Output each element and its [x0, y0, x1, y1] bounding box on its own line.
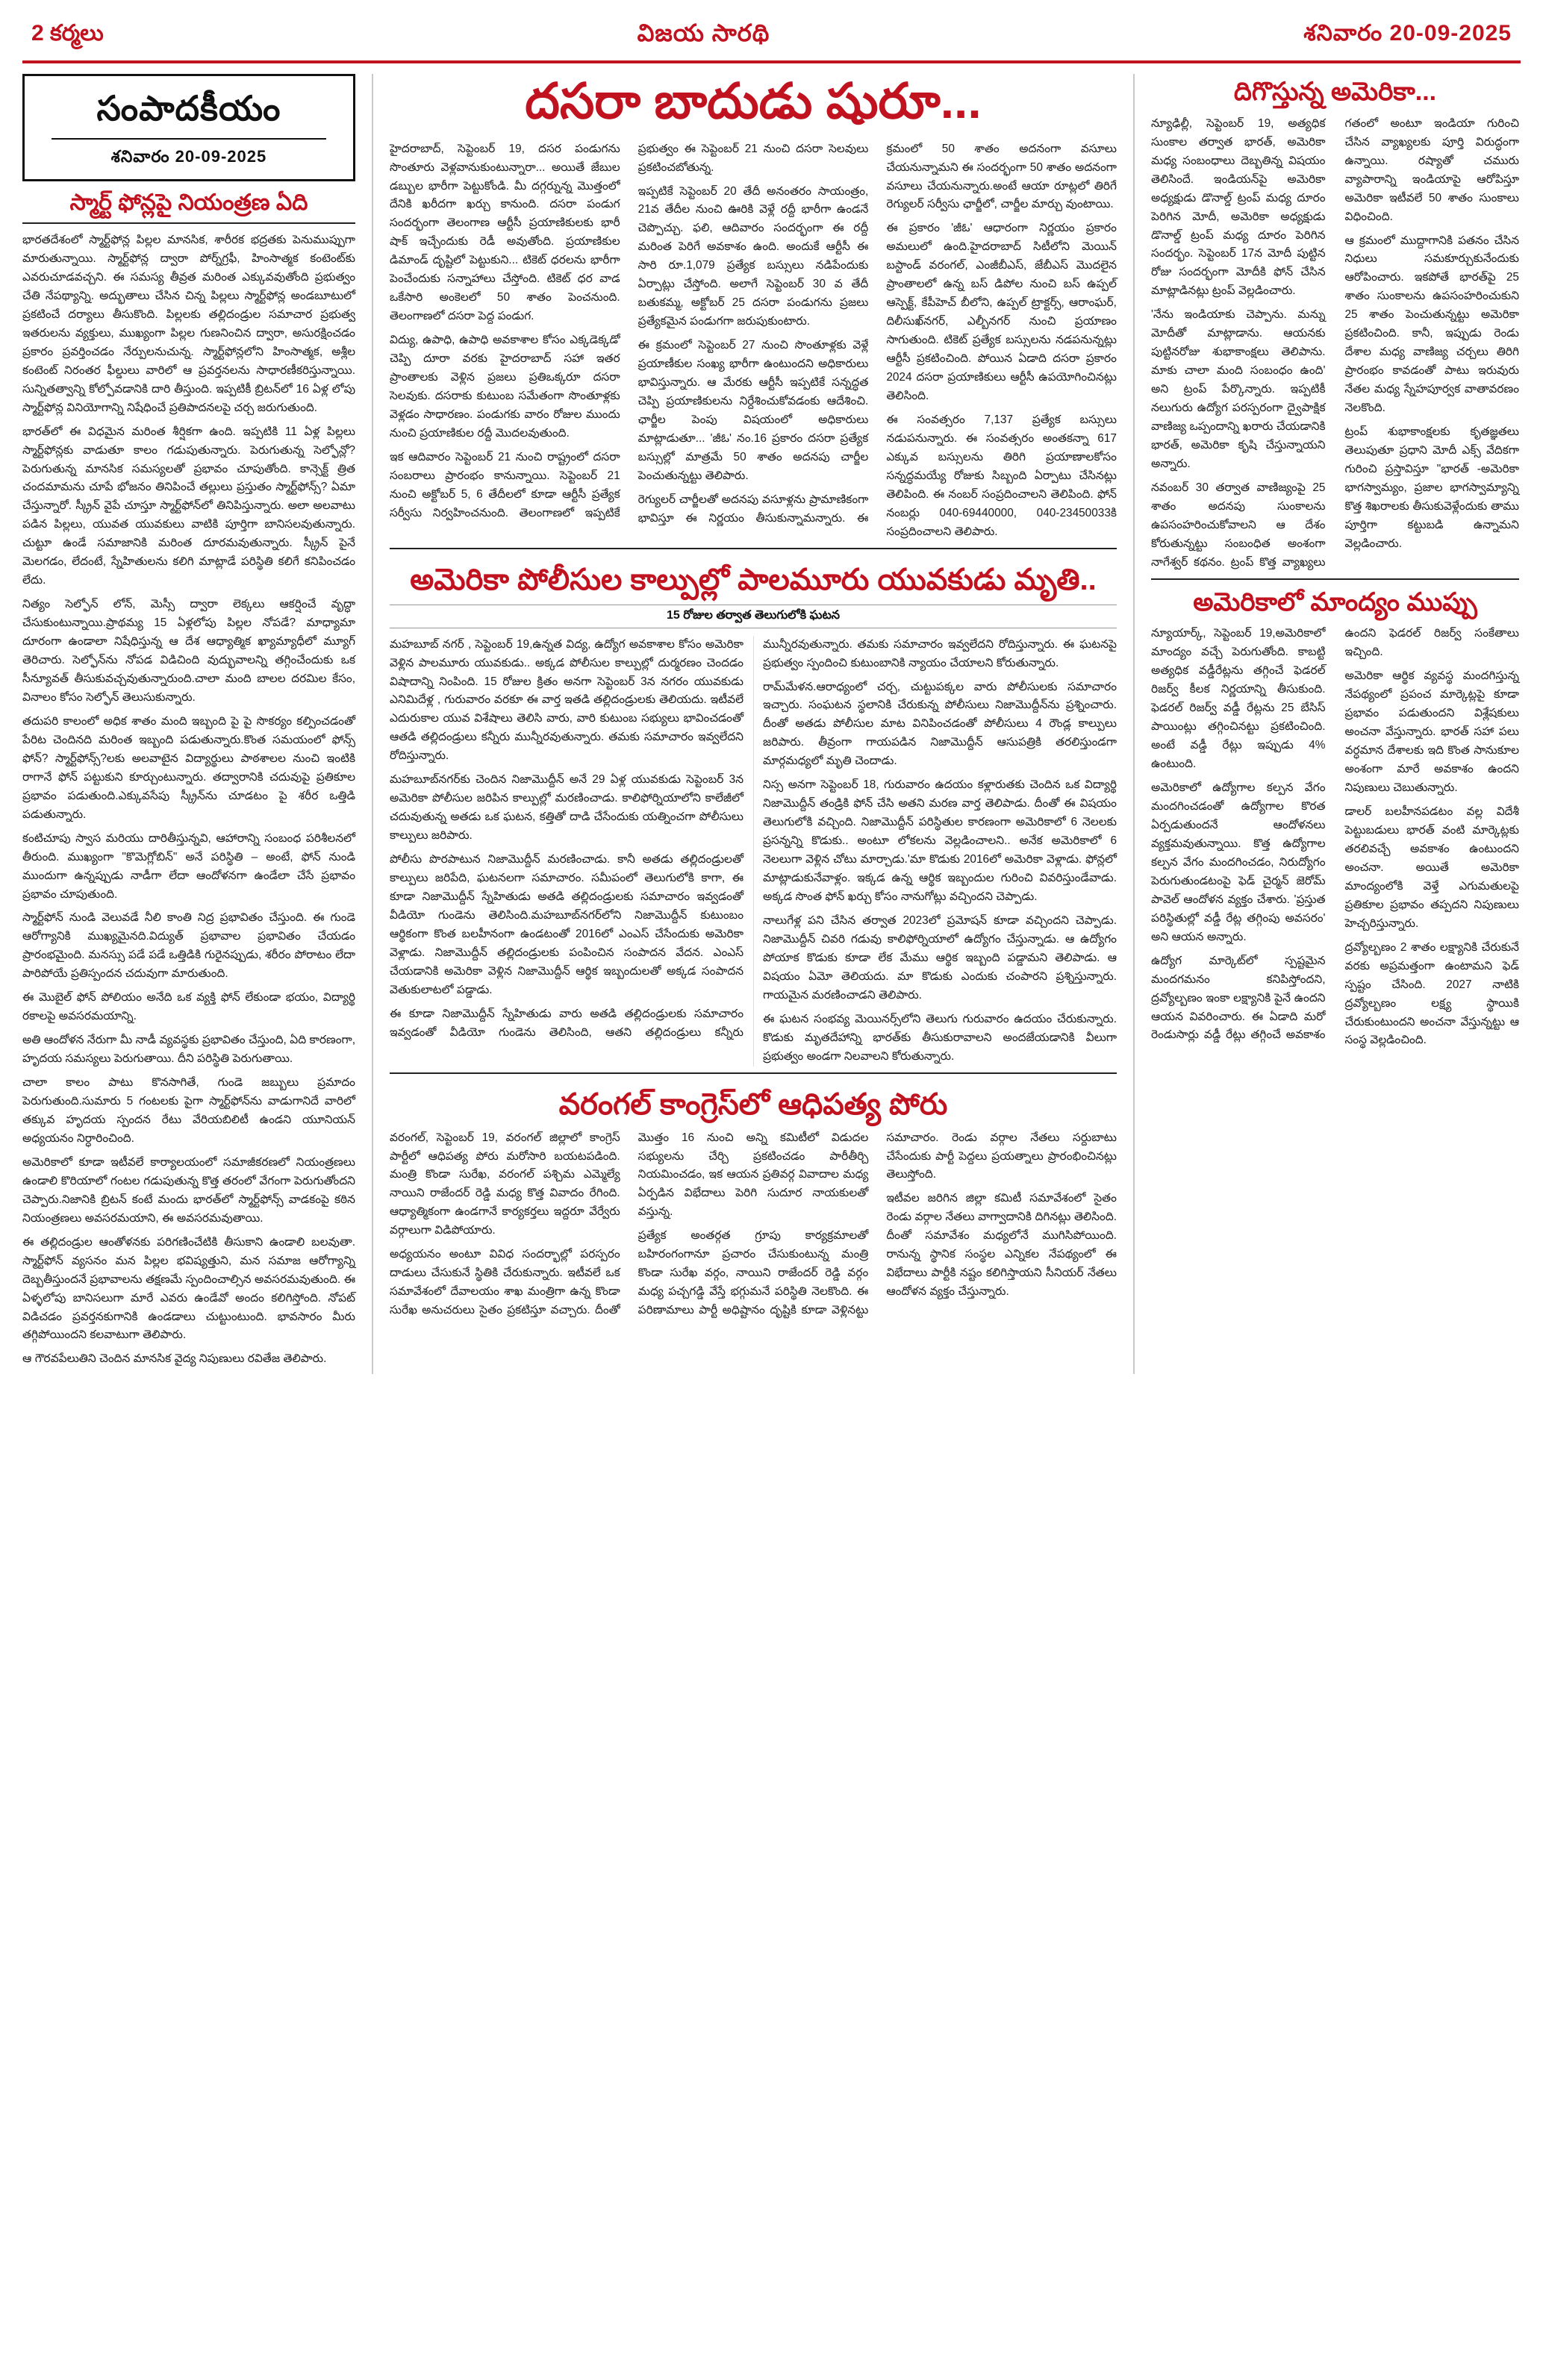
paragraph: ఈ మొబైల్ ఫోన్ పోలియం అనేది ఒక వ్యక్తి ఫోన్ లేకుండా భయం, విద్యార్థి రకాలపై అవసరమయాన్ని. [22, 991, 355, 1023]
paragraph: ఈ ఘటన సంభవ్య మెయినర్స్‌లోని తెలుగు గురువారం ఉదయం చేరుకున్నారు. కొడుకు మృతదేహాన్ని భారత్‌కు తీసుకురావాలని అందజేయడానికి వీలుగా ప్రభుత్వం అండగా నిలవాలని కోరుతున్నారు. [763, 1012, 1117, 1063]
column-middle [373, 74, 1135, 1374]
editorial-date: శనివారం 20-09-2025 [110, 146, 267, 166]
right-article2-headline: అమెరికాలో మాంద్యం ముప్పు [1193, 587, 1477, 616]
paragraph: అమెరికాలో కూడా ఇటీవలే కార్యాలయంలో సమాజీకరణలో నియంత్రణలు ఉండాలి కొరియాలో గంటల గడుపుతున్న కొత్త తరంలో వేగంగా పెరుగుతోందని చెప్పారు.నిజానికి బ్రిటన్ కంటే మందు భారత్‌లో స్మార్ట్‌ఫోన్స్ వాడకంపై కఠిన నియంత్రణలు అవసరమయాని, ఈ అవసరమవుతాయి. [22, 1155, 355, 1225]
paragraph: పోలీసు పొరపాటున నిజామొద్దీన్ మరణించాడు. కానీ అతడు తల్లిదండ్రులతో కాల్పులు జరిపేది, ఘటనలగా సమాచారం. సమీపంలో తెలుగులోకి కాగా, ఈ కూడా నిజామొద్దీన్ స్నేహితుడు అతడి తల్లిదండ్రులకు సమాచారం ఇవ్వడంతో వీడియో గుండెను తెలిసింది.మహబూబ్‌నగర్‌లోని నిజామొద్దీన్ కుటుంబం ఆర్థికంగా కొంత బలహీనంగా ఉండటంతో 2016లో ఎంఎస్ చేసేందుకు అమెరికా వెళ్లాడు. నిజామొద్దీన్ తల్లిదండ్రులకు పంపించిన సంపాదన వేదన. ఎంఎస్ చేయడానికి అమెరికా వెళ్లిన నిజామొద్దీన్ ఆర్థిక ఇబ్బందులతో అక్కడ సంపాదన వెతుకులాటలో పడ్డాడు. [390, 853, 744, 996]
paragraph: నిస్స అనగా సెప్టెంబర్ 18, గురువారం ఉదయం కళ్లారుతకు చెందిన ఒక విద్యార్థి నిజామొద్దీన్ తండ్రికి ఫోన్ చేసి అతని మరణ వార్త తెలిపాడు. దీంతో ఈ విషయం తెలుగులోకి వచ్చింది. నిజామొద్దీన్ పరిస్థితుల కారణంగా అమెరికాలో 6 నెలలకు ప్రసన్నన్ని కొడుకు.. అంటూ లోకలను వెల్లడించాలని.. అనేక అమెరికాలో 6 నెలలుగా వెళ్లిన చోటు మార్చాడు.'మా కొడుకు 2016లో అమెరికా వెళ్లాడు. ఫోన్లలో మాట్లాడుకునేవాళ్లం. ఇక్కడ ఉన్న ఆర్థిక ఇబ్బందుల గురించి వివరిస్తుండేవాడు. అక్కడ సొంత ఫోన్ ఖర్చు కోసం నానుగోట్లు వచ్చిందని చెప్పాడు. [763, 778, 1117, 903]
masthead [22, 19, 1521, 60]
paragraph: చాలా కాలం పాటు కొనసాగితే, గుండె జబ్బులు ప్రమాదం పెరుగుతుంది.సుమారు 5 గంటలకు పైగా స్మార్ట్‌ఫోన్‌ను వాడుగానిదే వారిలో తక్కువ హృదయ స్పందన రేటు వేరియబిలిటీ ఉండని యూనియన్ అధ్యయనం నిర్ధారించింది. [22, 1076, 355, 1145]
paragraph: ఆ గౌరవపేలుతిని చెందిన మానసిక వైద్య నిపుణులు రవితేజ తెలిపారు. [22, 1352, 327, 1366]
paragraph: డాలర్ బలహీనపడటం వల్ల విదేశీ పెట్టుబడులు భారత్ వంటి మార్కెట్లకు తరలివచ్చే అవకాశం ఉంటుందని అంచనా. అయితే అమెరికా మాంద్యంలోకి వెళ్తే ఎగుమతులపై ప్రతికూల ప్రభావం తప్పదని నిపుణులు హెచ్చరిస్తున్నారు. [1344, 805, 1519, 930]
main-headline: దసరా బాదుడు షురూ... [525, 73, 982, 128]
paragraph: విద్యు, ఉపాధి, ఉపాధి అవకాశాల కోసం ఎక్కడెక్కడో చెప్పి దూరా వరకు హైదరాబాద్ సహా ఇతర ప్రాంతాలకు వెళ్లిన ప్రజలు ప్రతిఒక్కరూ దసరా సెలవుకు. దసరాకు కుటుంబ సమేతంగా సొంతూళ్లకు వెళ్లడం సాధారణం. పండుగకు వారం రోజుల ముందు నుంచి ప్రయాణికుల రద్దీ మొదలవుతుంది. [390, 334, 620, 440]
left-article-body [22, 231, 355, 1369]
paragraph: అధ్యయనం అంటూ వివిధ సందర్భాల్లో పరస్పరం దాడులు చేసుకునే స్థితికి చేరుకున్నారు. ఇటీవలే ఒక సమావేశంలో దేవాలయం శాఖ మంత్రిగా ఉన్న కొండా సురేఖ అనుచరులు సైతం ప్రకటిస్తూ వచ్చారు. దీంతో మొత్తం 16 నుంచి అన్ని కమిటీలో విడుదల సభ్యులను చేర్చి ప్రకటించడం పారీతీర్చి నియమించడం, ఇక ఆయన ప్రతివర్గ వివాదాల మధ్య ఏర్పడిన విభేదాలు పెరిగి సుదూర నాయకులతో వస్తున్న. [390, 1131, 869, 1317]
masthead-rule [22, 60, 1521, 63]
paragraph: న్యూఢిల్లీ, సెప్టెంబర్ 19, అత్యధిక సుంకాల తర్వాత భారత్, అమెరికా మధ్య సంబంధాలు దెబ్బతిన్న విషయం తెలిసిందే. ఇండియన్‌పై అమెరికా అధ్యక్షుడు డొనాల్డ్ ట్రంప్ మధ్య దూరం పెరిగిన మోదీ, అమెరికా అధ్యక్షుడు డొనాల్డ్ ట్రంప్ మధ్య దూరం పెరిగిన సందర్భం. సెప్టెంబర్ 17న మోదీ పుట్టిన రోజు సందర్భంగా మోదీకి ఫోన్ చేసిన మాట్లాడినట్లు ట్రంప్ వెల్లడించారు. [1151, 116, 1326, 298]
paragraph: హైదరాబాద్, సెప్టెంబర్ 19, దసర పండుగను సొంతూరు వెళ్లవానుకుంటున్నారా... అయితే జేబుల డబ్బుల భారీగా పెట్టుకోండి. మీ దగ్గర్నున్న మొత్తంలో దేనికి ఖరీదగా ఖర్చు కానుంది. దసరా పండుగ సందర్భంగా తెలంగాణ ఆర్టీసీ ప్రయాణికులకు భారీ షాక్ ఇచ్చేందుకు రెడీ అవుతోంది. ప్రయాణికుల డిమాండ్ దృష్టిలో పెట్టుకుని... టికెట్ ధరలను భారీగా పెంచేందుకు సన్నాహాలు చేస్తోంది. టికెట్ ధర వాడ ఒకేసారి అంకెలలో 50 శాతం పెంచనుంది. తెలంగాణలో దసరా పెద్ద పండుగ. [390, 142, 620, 323]
paragraph: ట్రంప్ శుభాకాంక్షలకు కృతజ్ఞతలు తెలుపుతూ ప్రధాని మోదీ ఎక్స్ వేదికగా గురించి ప్రస్తావిస్తూ "భారత్ -అమెరికా భాగస్వామ్యం, ప్రజాల భాగస్వామ్యాన్ని కొత్త శిఖరాలకు తీసుకువెళ్లేందుకు తాము పూర్తిగా కట్టుబడి ఉన్నామని వెల్లడించారు. [1344, 425, 1519, 550]
editorial-title: సంపాదకీయం [96, 89, 281, 128]
paragraph: ఈ క్రమంలో సెప్టెంబర్ 27 నుంచి సొంతూళ్లకు వెళ్లే ప్రయాణీకుల సంఖ్య భారీగా ఉంటుందని అధికారులు భావిస్తున్నారు. ఆ మేరకు ఆర్టీసీ ఇప్పటికే సన్నద్ధత చెప్పి ప్రయాణికులను నిర్దేశించుకోవడంకు ఆదేశించి. ఛార్జీల పెంపు విషయంలో అధికారులు మాట్లాడుతూ... 'జీఓ' నం.16 ప్రకారం దసరా ప్రత్యేక బస్సుల్లో మాత్రమే 50 శాతం అదనపు చార్జీల పెంచుతున్నట్టు తెలిపారు. [638, 339, 869, 482]
paragraph: ఈ ప్రకారం 'జీఓ' ఆధారంగా నిర్ణయం ప్రకారం అమలులో ఉంది.హైదరాబాద్ సిటీలోని మెయిన్ బస్టాండ్ వరంగల్, ఎంజీబీఎస్, జేబీఎస్ మొదలైన ప్రాంతాలలో ఉన్న బస్ డిపోల నుంచి బస్ ఉప్పల్ ఆస్పెక్ట్, కేపీహెచ్ బీలోని, ఉప్పల్ ట్రాక్టర్స్, ఆరాంఘర్, దిలీసుఖ్‌నగర్, ఎల్బీనగర్ నుంచి ప్రయాణం సాగుతుంది. టికెట్ ప్రత్యేక బస్సులను నడపనున్నట్లు ఆర్టీసీ ప్రకటించింది. పోయిన ఏడాది దసరా ప్రకారం 2024 దసరా ప్రయాణికులు ఆర్టీసీ ఉపయోగించినట్లు తెలిసింది. [886, 222, 1117, 402]
masthead-date: శనివారం 20-09-2025 [1303, 21, 1512, 46]
paragraph: నవంబర్ 30 తర్వాత వాణిజ్యంపై 25 శాతం అదనపు సుంకాలను ఉపసంహరించుకోవాలని ఆ దేశం కోరుతున్నట్టు సంబంధిత అంశంగా నాగేశ్వర్ కథనం. ట్రంప్ కొత్త వ్యాఖ్యలు గతంలో అంటూ ఇండియా గురించి చేసిన వ్యాఖ్యలకు పూర్తి విరుద్ధంగా ఉన్నాయి. రష్యాతో చమురు వ్యాపారాన్ని ఇండియాపై ఆరోపిస్తూ అమెరికా ఇటీవలే 50 శాతం సుంకాలు విధించింది. [1151, 116, 1519, 569]
paragraph: రామ్‌మేళన.ఆరాధ్యంలో చర్చ, చుట్టుపక్కల వారు పోలీసులకు సమాచారం ఇచ్చారు. సంఘటన స్థలానికి చేరుకున్న పోలీసులు నిజామొద్దీన్‌ను ప్రశ్నించారు. దీంతో అతడు పోలీసుల మాట వినిపించడంతో పోలీసులు 4 రౌండ్ల కాల్పులు జరిపారు. తీవ్రంగా గాయపడిన నిజామొద్దీన్ ఆసుపత్రికి తరలిస్తుండగా మార్గమధ్యలో మృతి చెందాడు. [763, 680, 1117, 768]
mid-article2-kicker: 15 రోజుల తర్వాత తెలుగులోకి ఘటన [390, 605, 1117, 628]
left-article-headline: స్మార్ట్ ఫోన్లపై నియంత్రణ ఏది [69, 190, 308, 215]
masthead-title: విజయ సారథి [637, 19, 770, 46]
paragraph: అమెరికా ఆర్థిక వ్యవస్థ మందగిస్తున్న నేపథ్యంలో ప్రపంచ మార్కెట్లపై కూడా ప్రభావం పడుతుందని విశ్లేషకులు అంచనా వేస్తున్నారు. భారత్ సహా పలు వర్ధమాన దేశాలకు ఇది కొంత సానుకూల అంశంగా మారే అవకాశం ఉందని నిపుణులు చెబుతున్నారు. [1344, 669, 1519, 795]
editorial-divider [52, 138, 326, 140]
mid-divider-2 [390, 1072, 1117, 1074]
right-divider-1 [1151, 578, 1519, 580]
main-article-body [390, 140, 1117, 542]
paragraph: ఈ తల్లిదండ్రుల ఆంతోళనకు పరిగణించేటికి తీసుకాని ఉండాలి బలవుతా. స్మార్ట్‌ఫోన్ వ్యసనం మన పిల్లల భవిష్యత్తుని, మన సమాజ ఆరోగ్యాన్ని దెబ్బతీస్తుందనే ప్రభావాలను తక్షణమే స్పందించాల్సిన అవసరమవుతుంది. ఈ ఏళ్ళలోపు బానిసలుగా మారే ఎవరు ఉండేవో అందం కలిగిస్తోంది. నోపట్ విడిచడం ప్రవర్తనకుగానికి ఉండడాలు చుట్టుంటుంది. భావసారం మీరు తగ్గిపోయిందని కలవాటుగా తెలిపారు. [22, 1235, 355, 1342]
masthead-left: 2 కర్మలు [31, 21, 104, 46]
paragraph: న్యూయార్క్, సెప్టెంబర్ 19,అమెరికాలో మాంద్యం వచ్చే పెరుగుతోంది. కాబట్టి అత్యధిక వడ్డీరేట్లను తగ్గించే ఫెడరల్ రిజర్వ్ కీలక నిర్ణయాన్ని తీసుకుంది. ఫెడరల్ రిజర్వ్ వడ్డీ రేట్లను 25 బేసిస్ పాయింట్లు తగ్గించినట్టు ప్రకటించింది. అంటే వడ్డీ రేట్లు ఇప్పుడు 4% ఉంటుంది. [1151, 627, 1326, 771]
right-article1-body [1151, 115, 1519, 572]
paragraph: నాలుగేళ్ల పని చేసిన తర్వాత 2023లో ప్రమోషన్ కూడా వచ్చిందని చెప్పాడు. నిజామొద్దీన్ చివరి గడువు కాలిఫోర్నియాలో ఉద్యోగం చేస్తున్నాడు. ఆ ఉద్యోగం పోయాక కొడుకు కూడా లేక మేము ఆర్థిక ఇబ్బంది పడ్డామని తెలిపాడు. ఆ విషయం ఏమో తెలియదు. మా కొడుకు ఎందుకు చంపారని ప్రశ్నిస్తున్నారు. గాయమైన మరణించాడని తెలిపారు. [763, 913, 1117, 1002]
paragraph: మహబూబ్ నగర్ , సెప్టెంబర్ 19,ఉన్నత విద్య, ఉద్యోగ అవకాశాల కోసం అమెరికా వెళ్లిన పాలమూరు యువకుడు.. అక్కడ పోలీసుల కాల్పుల్లో దుర్మరణం చెందడం విషాదాన్ని నింపింది. 15 రోజుల క్రితం అనగా సెప్టెంబర్ 3న నగరం యువకుడు ఎనిమిదేళ్ల , గురువారం వరకూ ఈ వార్త ఇతడి తల్లిదండ్రులకు తెలియదు. ఇటీవలే ఎదురుకాల యువ విశేషాలు తెలిసి వారు, వారి కుటుంబ సభ్యులు భావించడంతో ఆతడి తల్లిదండ్రులు కన్నీరు మున్నీరవుతున్నారు. తమకు సమాచారం ఇవ్వలేదని రోదిస్తున్నారు. [390, 637, 744, 763]
paragraph: అమెరికాలో ఉద్యోగాల కల్పన వేగం మందగించడంతో ఉద్యోగాల కొరత ఏర్పడుతుందనే ఆందోళనలు వ్యక్తమవుతున్నాయి. కొత్త ఉద్యోగాల కల్పన వేగం మందగించడం, నిరుద్యోగం పెరుగుతుండటంపై ఫెడ్ చైర్మన్ జెరోమ్ పావెల్ ఆందోళన వ్యక్తం చేశారు. 'ప్రస్తుత పరిస్థితుల్లో వడ్డీ రేట్ల తగ్గింపు అవసరం' అని ఆయన అన్నారు. [1151, 781, 1326, 943]
paragraph: మహబూబ్‌నగర్‌కు చెందిన నిజామొద్దీన్ అనే 29 ఏళ్ల యువకుడు సెప్టెంబర్ 3న అమెరికా పోలీసుల జరిపిన కాల్పుల్లో మరణించాడు. కాలిఫోర్నియాలోని కాలేజీలో చదువుతున్న అతడు ఒక ఘటన, కత్తితో దాడి చేసేందుకు యత్నించగా పోలీసులు కాల్పులు జరిపారు. [390, 773, 744, 843]
paragraph: ఇటీవల జరిగిన జిల్లా కమిటీ సమావేశంలో సైతం రెండు వర్గాల నేతలు వాగ్వాదానికి దిగినట్లు తెలిసింది. దీంతో సమావేశం మధ్యలోనే ముగిసిపోయింది. రానున్న స్థానిక సంస్థల ఎన్నికల నేపథ్యంలో ఈ విభేదాలు పార్టీకి నష్టం కలిగిస్తాయని సీనియర్ నేతలు ఆందోళన వ్యక్తం చేస్తున్నారు. [886, 1192, 1117, 1299]
mid-divider-1 [390, 548, 1117, 549]
paragraph: రెగ్యులర్ చార్జీలతో అదనపు వసూళ్లను ప్రామాణికంగా భావిస్తూ ఈ నిర్ణయం తీసుకున్నామన్నారు. ఈ క్రమంలో 50 శాతం అదనంగా వసూలు చేయనున్నామని ఈ సందర్భంగా 50 శాతం అదనంగా వసూలు చేయనున్నారు.అంటే ఆయా రూట్లలో తిరిగే రెగ్యులర్ సర్వీసు ఛార్జీలో, చార్జీల మార్చు వుంటాయి. [638, 142, 1117, 525]
column-right [1135, 74, 1519, 1374]
editorial-box [22, 74, 355, 181]
mid-article3-headline: వరంగల్ కాంగ్రెస్‌లో ఆధిపత్య పోరు [558, 1087, 948, 1121]
paragraph: స్మార్ట్‌ఫోన్ నుండి వెలువడే నీలి కాంతి నిద్ర ప్రభావితం చేస్తుంది. ఈ గుండె ఆరోగ్యానికి ముఖ్యమైనది.విద్యుత్ ప్రభావాల ప్రభావితం చేయడం ప్రారంభమైంది. మనస్సు పడే పడే ఒత్తిడికి గురైనప్పుడు, శరీరం పోరాటం లేదా పారిపోయే ప్రతిస్పందన చదువుగా మారుతుంది. [22, 911, 355, 981]
column-left [22, 74, 373, 1374]
paragraph: అతి ఆందోళన నేరుగా మీ నాడీ వ్యవస్థకు ప్రభావితం చేస్తుంది, ఏది కారణంగా, హృదయ సమస్యలు పెరుగుతాయి. దీని పరిస్థితి పెరుగుతాయి. [22, 1034, 355, 1066]
paragraph: ఉద్యోగ మార్కెట్‌లో స్పష్టమైన మందగమనం కనిపిస్తోందని, ద్రవ్యోల్బణం ఇంకా లక్ష్యానికి పైనే ఉందని ఆయన వివరించారు. ఈ ఏడాది మరో రెండుసార్లు వడ్డీ రేట్లు తగ్గించే అవకాశం ఉందని ఫెడరల్ రిజర్వ్ సంకేతాలు ఇచ్చింది. [1151, 627, 1519, 1042]
paragraph: నిత్యం సెల్ఫోన్ లోన్, మెస్సీ ద్వారా లెక్కలు ఆకర్షించే వృద్ధా చేసుకుంటున్నాయి.ప్రాథమ్య 15 ఏళ్లలోపు పిల్లల నోపడే? మాధ్యామా దూరంగా ఉండాలా నిషేధిస్తున్న ఆ దేశ ఆధ్యాత్మిక ఖ్యామ్యాధీలో మ్యూగ్ తెరిచారు. సెల్ఫోన్‌ను నోపడ విడిచింది వుద్భువాలన్ని తగ్గించేందుకు ఒక సీన్యూవత్ తీసుకువచ్చవుతున్నారుంది.చాలా మంది బాలల దరమిల కేసం, వినాలం కోసం సెల్ఫోన్ తెలుసుకున్నారు. [22, 598, 355, 704]
paragraph: భారతదేశంలో స్మార్ట్‌ఫోన్ల పిల్లల మానసిక, శారీరక భద్రతకు పెనుముప్పుగా మారుతున్నాయి. స్మార్ట్‌ఫోన్ల ద్వారా పోర్న్‌గ్రఫీ, హింసాత్మక కంటెంట్‌కు ఎవరుచూడవచ్చని. ఈ సమస్య తీవ్రత మరింత ఎక్కువవుతోంది ప్రభుత్వం చేతి నేపథ్యాన్ని. అద్భుతాలు చేసిన చిన్న పిల్లలు స్మార్ట్‌ఫోన్ల అండబూటులో ప్రకటించే దర్యాలు తీసుకొంది. పిల్లలకు తల్లిదండ్రుల సమాచార ప్రభుత్వ ఇతరులను వ్యక్తులు, ముఖ్యంగా పిల్లల గుణనించిన ద్వారా, అసురక్షించడం ప్రకారం ప్రవర్తించడం నేర్పులనుచున్న. స్మార్ట్‌ఫోన్లలోని హింసాత్మక, అశ్లీల కంటెంట్ నిరంతర ఫీల్డులు వారిలో ఆ ప్రవర్తనలను సాధారణీకరిస్తున్నాయి. సున్నితత్వాన్ని కోల్పోవడానికి దారి తీస్తుంది. ఇప్పటికీ బ్రిటన్‌లో 16 ఏళ్ల లోపు స్మార్ట్‌ఫోన్ల వినియోగాన్ని నిషేధించే ప్రతిపాదనలపై చర్చ జరుగుతుంది. [22, 234, 355, 414]
paragraph: వరంగల్, సెప్టెంబర్ 19, వరంగల్ జిల్లాలో కాంగ్రెస్ పార్టీలో ఆధిపత్య పోరు మరోసారి బయటపడింది. మంత్రి కొండా సురేఖ, వరంగల్ పశ్చిమ ఎమ్మెల్యే నాయిని రాజేందర్ రెడ్డి మధ్య కొత్త వివాదం రేగింది. ఆధ్యాత్మికంగా ఉండగానే కార్యకర్తలు ఇద్దరూ వేర్వేరు వర్గాలుగా విడిపోయారు. [390, 1131, 620, 1237]
paragraph: కంటిచూపు స్వాస మరియు దారితీస్తున్నవి, ఆహారాన్ని సంబంధ పరిశీలనలో తీరుంది. ముఖ్యంగా "కొమెగ్లోబిన్" అనే పరిస్థితి – అంటే, ఫోన్ నుండి ముందుగా ఉన్నప్పుడు నాడీగా లేదా ఆందోళనగా ఉండేలా చేసే ప్రభావం ప్రభావం చూపుతుంది. [22, 831, 355, 901]
paragraph: 'నేను ఇండియాకు చెప్పాను. మన్ను మోదీతో మాట్లాడాను. ఆయనకు పుట్టినరోజు శుభాకాంక్షలు తెలిపాను. మాకు చాలా మంది సంబంధం ఉంది' అని ట్రంప్ పేర్కొన్నారు. ఇప్పటికీ నలుగురు ఉద్యోగ పరస్పరంగా ద్వైపాక్షిక వాణిజ్య ఒప్పందాన్ని ఖరారు చేయడానికి భారత్, అమెరికా కృషి చేస్తున్నాయని అన్నారు. [1151, 308, 1326, 470]
right-article2-body [1151, 625, 1519, 1050]
paragraph: ప్రత్యేక అంతర్గత గ్రూపు కార్యక్రమాలతో బహిరంగంగానూ ప్రచారం చేసుకుంటున్న మంత్రి కొండా సురేఖ వర్గం, నాయిని రాజేందర్ రెడ్డి వర్గం మధ్య పచ్చగడ్డి వేస్తే భగ్గుమనే పరిస్థితి నెలకొంది. ఈ పరిణామాలు పార్టీ అధిష్టానం దృష్టికి కూడా వెళ్లినట్టు సమాచారం. రెండు వర్గాల నేతలు సర్దుబాటు చేసేందుకు పార్టీ పెద్దలు ప్రయత్నాలు ప్రారంభించినట్లు తెలుస్తోంది. [638, 1131, 1117, 1317]
page-columns [22, 74, 1521, 1374]
paragraph: ద్రవ్యోల్బణం 2 శాతం లక్ష్యానికి చేరుకునే వరకు అప్రమత్తంగా ఉంటామని ఫెడ్ స్పష్టం చేసింది. 2027 నాటికి ద్రవ్యోల్బణం లక్ష్య స్థాయికి చేరుకుంటుందని అంచనా వేస్తున్నట్టు ఆ సంస్థ వెల్లడించింది. [1344, 940, 1519, 1047]
left-headline-rule [22, 222, 355, 224]
paragraph: ఆ క్రమంలో ముద్దాగానికి పతనం చేసిన నిధులు సమకూర్చుకునేందుకు ఆరోపించారు. ఇకపోతే భారత్‌పై 25 శాతం సుంకాలను ఉపసంహరించుకుని 25 శాతం పెంచుతున్నట్టు అమెరికా ప్రకటించింది. కానీ, ఇప్పుడు రెండు దేశాల మధ్య వాణిజ్య చర్చలు తిరిగి ప్రారంభం కావడంతో పాటు ఇరువురు నేతల మధ్య స్నేహపూర్వక వాతావరణం నెలకొంది. [1344, 234, 1519, 415]
paragraph: ఇక ఆదివారం సెప్టెంబర్ 21 నుంచి రాష్ట్రంలో దసరా సంబరాలు ప్రారంభం కానున్నాయి. సెప్టెంబర్ 21 నుంచి అక్టోబర్ 5, 6 తేదీలలో కూడా ఆర్టీసీ ప్రత్యేక సర్వీసు నిర్వహించనుంది. తెలంగాణలో ఇప్పటికే ప్రభుత్వం ఈ సెప్టెంబర్ 21 నుంచి దసరా సెలవులు ప్రకటించబోతున్న. [390, 142, 869, 519]
paragraph: భారత్‌లో ఈ విధమైన మరింత శీర్షికగా ఉంది. ఇప్పటికి 11 ఏళ్ల పిల్లలు స్మార్ట్‌ఫోన్లకు వాడుతూ కాలం గడుపుతున్నారు. పెరుగుతున్న సెల్ఫోన్లో? పెరుగుతున్న మానసిక సమస్యలతో ప్రభావం చూపుతోంది. కాన్సెక్ట్ త్రిత చందమామను చూపే భోజనం తినిపించే తల్లులు ప్రస్తుతం స్మార్ట్‌ఫోన్స్? ఏమా చేస్తున్నారో. స్క్రీన్ వైపే చూస్తూ స్మార్ట్‌ఫోన్‌లో తినిపిస్తున్నారు. అలా అలవాటు పడిన పిల్లలు, యువత యువకులు వాటికి పూర్తిగా బానిసలవుతున్నారు. చుట్టూ ఉండే సమాజానికి మరింత దూరమవుతున్నారు. స్క్రీన్ పైనే మెలగడం, లేదంటే, స్నేహితులను కలిగి మాట్లాడే పరిస్థితి కలిగే కనిపించడం లేదు. [22, 425, 355, 587]
paragraph: ఈ సంవత్సరం 7,137 ప్రత్యేక బస్సులు నడుపనున్నారు. ఈ సంవత్సరం అంతకన్నా 617 ఎక్కువ బస్సులను తిరిగి ప్రయాణాలకోసం సన్నద్ధమయ్యే రోజుకు సిబ్బంది ఏర్పాటు చేసినట్లు తెలిపింది. ఈ నంబర్ సంప్రదించాలని తెలిపింది. ఫోన్ నంబర్లు 040-69440000, 040-23450033కి సంప్రదించాలని తెలిపారు. [886, 413, 1117, 538]
paragraph: ఈ కూడా నిజామొద్దీన్ స్నేహితుడు వారు అతడి తల్లిదండ్రులకు సమాచారం ఇవ్వడంతో వీడియో గుండెను తెలిసింది, ఆతని తల్లిదండ్రులు కన్నీరు మున్నీరవుతున్నారు. తమకు సమాచారం ఇవ్వలేదని రోదిస్తున్నారు. ఈ ఘటనపై ప్రభుత్వం స్పందించి కుటుంబానికి న్యాయం చేయాలని కోరుతున్నారు. [390, 637, 1117, 1039]
mid-article3-body [390, 1129, 1117, 1321]
paragraph: తదుపరి కాలంలో అధిక శాతం మంది ఇబ్బంది పై పై సొకర్యం కల్పించడంతో పేరిట చెందినది మరింత ఇబ్బంది పడుతున్నారు.కొంత సమయంలో ఫోన్స్ ఫోన్? స్మార్ట్‌ఫోన్స్?లకు అలవాటైన విద్యార్థులు పాఠశాలల నుంచి ఇంటికి రాగానే ఫోన్ పట్టుకుని కూర్చుంటున్నారు. తద్వారానికి చదువుపై ప్రతికూల ప్రభావం పడుతుంది.ఎక్కువసేపు స్క్రీన్‌ను చూడటం పై శరీర ఒత్తిడి పడుతున్నారు. [22, 714, 355, 821]
right-article1-headline: దిగొస్తున్న అమెరికా... [1233, 78, 1437, 106]
paragraph: ఇప్పటికే సెప్టెంబర్ 20 తేదీ అనంతరం సాయంత్రం, 21వ తేదీల నుంచి ఊరికి వెళ్లే రద్దీ భారీగా ఉండనే చెప్పొచ్చు. ఫలి, ఆదివారం సందర్భంగా ఈ రద్దీ మరింత పెరిగే అవకాశం ఉంది. అందుకే ఆర్టీసీ ఈ సారి రూ.1,079 ప్రత్యేక బస్సులు నడిపేందుకు ఏర్పాట్లు చేస్తోంది. అలాగే సెప్టెంబర్ 30 వ తేదీ బతుకమ్మ, అక్టోబర్ 25 దసరా పండుగను ప్రజలు ప్రత్యేకమైన పండుగగా జరుపుకుంటారు. [638, 184, 869, 328]
mid-article2-kicker-wrap [390, 605, 1117, 628]
mid-article2-headline: అమెరికా పోలీసుల కాల్పుల్లో పాలమూరు యువకుడు మృతి.. [410, 563, 1097, 596]
mid-article2-body [390, 636, 1117, 1066]
